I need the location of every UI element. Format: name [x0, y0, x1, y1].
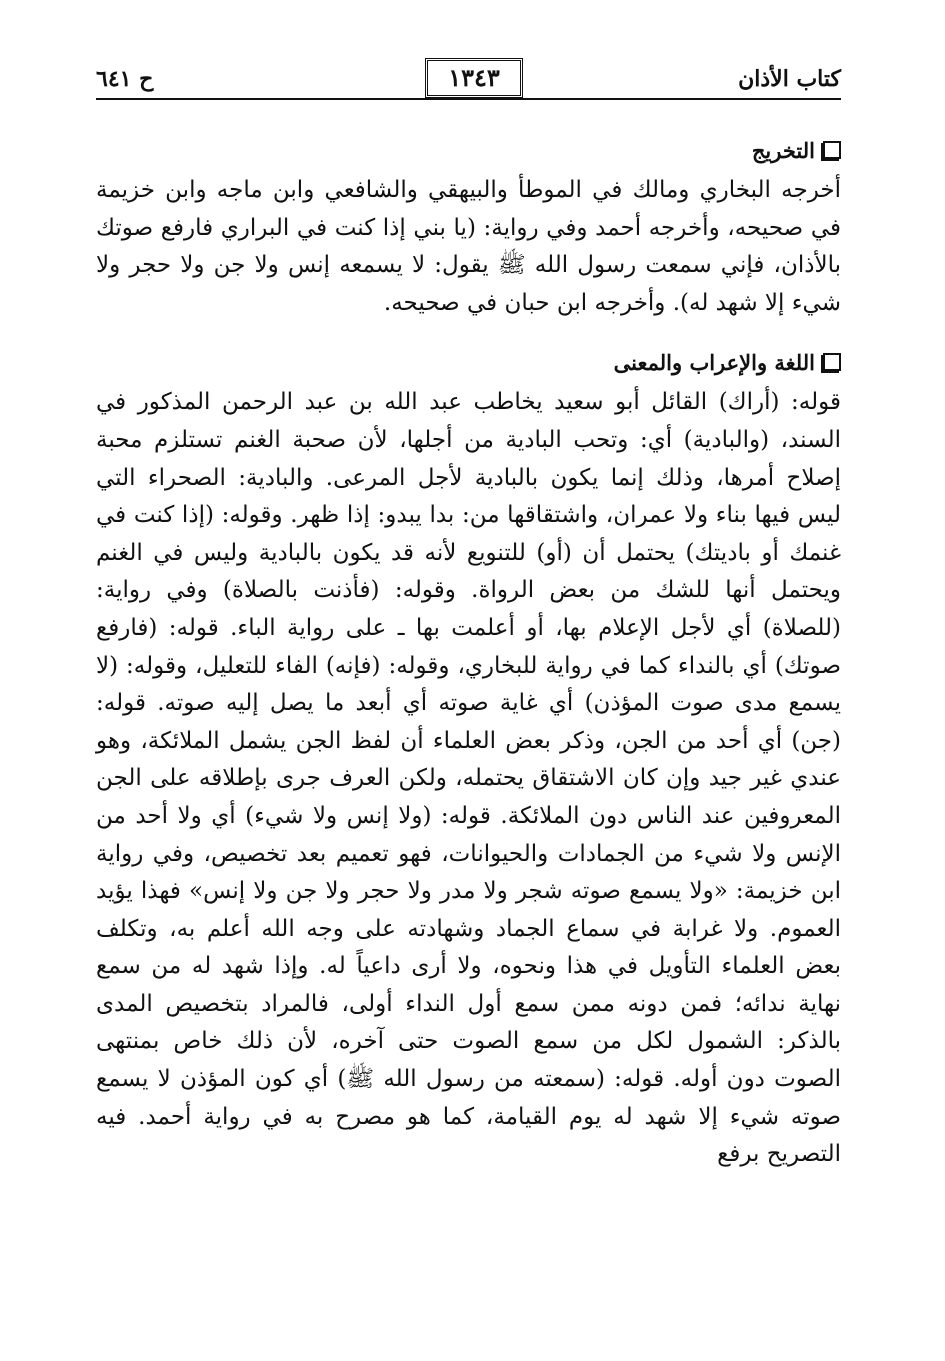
page-header [96, 52, 841, 100]
square-bullet-icon [823, 141, 841, 159]
page-body [88, 128, 841, 1174]
hadith-reference: ح ٦٤١ [96, 66, 154, 92]
section-title: التخريج [751, 137, 815, 163]
section-title: اللغة والإعراب والمعنى [613, 349, 815, 375]
square-bullet-icon [823, 353, 841, 371]
page-number-box [425, 58, 523, 98]
section-paragraph: قوله: (أراك) القائل أبو سعيد يخاطب عبد الله بن عبد الرحمن المذكور في السند، (والبادية) أي: وتحب البادية من أجلها، لأن صحبة الغنم تستلزم محبة إصلاح أمرها، وذلك إنما يكون بالبادية لأجل المرعى. والبادية: الصحراء التي ليس فيها بناء ولا عمران، واشتقاقها من: بدا يبدو: إذا ظهر. وقوله: (إذا كنت في غنمك أو باديتك) يحتمل أن (أو) للتنويع لأنه قد يكون بالبادية وليس في الغنم ويحتمل أنها للشك من بعض الرواة. وقوله: (فأذنت بالصلاة) وفي رواية: (للصلاة) أي لأجل الإعلام بها، أو أعلمت بها ـ على رواية الباء. قوله: (فارفع صوتك) أي بالنداء كما في رواية للبخاري، وقوله: (فإنه) الفاء للتعليل، وقوله: (لا يسمع مدى صوت المؤذن) أي غاية صوته أي أبعد ما يصل إليه صوته. قوله: (جن) أي أحد من الجن، وذكر بعض العلماء أن لفظ الجن يشمل الملائكة، وهو عندي غير جيد وإن كان الاشتقاق يحتمله، ولكن العرف جرى بإطلاقه على الجن المعروفين عند الناس دون الملائكة. قوله: (ولا إنس ولا شيء) أي ولا أحد من الإنس ولا شيء من الجمادات والحيوانات، فهو تعميم بعد تخصيص، وفي رواية ابن خزيمة: «ولا يسمع صوته شجر ولا مدر ولا حجر ولا جن ولا إنس» فهذا يؤيد العموم. ولا غرابة في سماع الجماد وشهادته على وجه الله أعلم به، وتكلف بعض العلماء التأويل في هذا ونحوه، ولا أرى داعياً له. وإذا شهد له من سمع نهاية ندائه؛ فمن دونه ممن سمع أول النداء أولى، فالمراد بتخصيص المدى بالذكر: الشمول لكل من سمع الصوت حتى آخره، لأن ذلك خاص بمنتهى الصوت دون أوله. قوله: (سمعته من رسول الله ﷺ) أي كون المؤذن لا يسمع صوته شيء إلا شهد له يوم القيامة، كما هو مصرح به في رواية أحمد. فيه التصريح برفع [88, 389, 841, 1168]
section-spacer [96, 322, 841, 340]
section-heading-language [96, 340, 841, 384]
section-heading-takhrij [96, 128, 841, 172]
book-title: كتاب الأذان [738, 66, 841, 92]
page-number: ١٣٤٣ [448, 63, 500, 92]
section-paragraph: أخرجه البخاري ومالك في الموطأ والبيهقي والشافعي وابن ماجه وابن خزيمة في صحيحه، وأخرجه أحمد وفي رواية: (يا بني إذا كنت في البراري فارفع صوتك بالأذان، فإني سمعت رسول الله ﷺ يقول: لا يسمعه إنس ولا جن ولا حجر ولا شيء إلا شهد له). وأخرجه ابن حبان في صحيحه. [88, 177, 841, 316]
header-divider [96, 98, 841, 100]
